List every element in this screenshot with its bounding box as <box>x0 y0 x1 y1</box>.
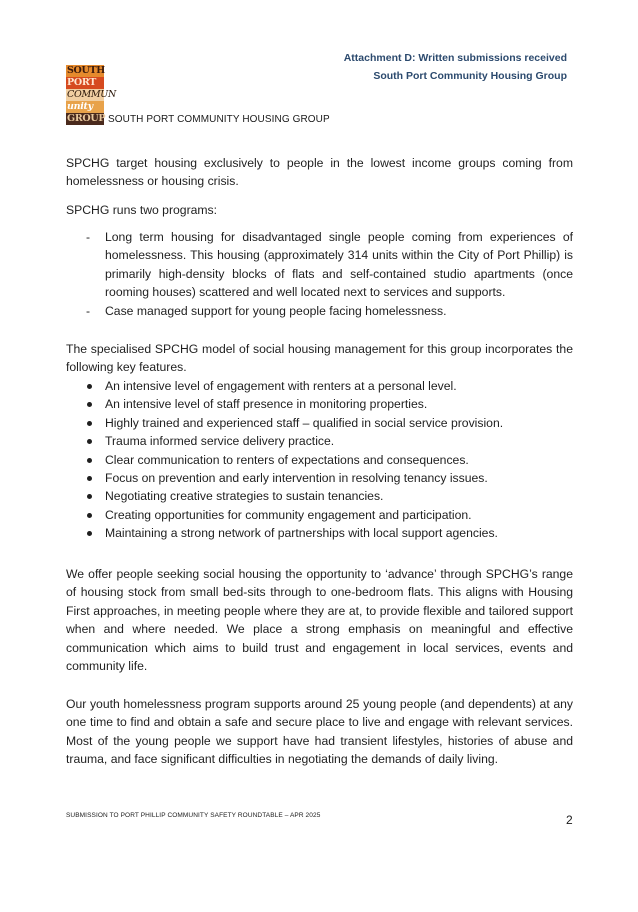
list-item <box>86 228 573 302</box>
paragraph-programs-intro: SPCHG runs two programs: <box>66 203 218 217</box>
organisation-logo <box>66 65 117 125</box>
list-item <box>86 451 573 469</box>
list-item-text: An intensive level of staff presence in monitoring properties. <box>105 397 428 412</box>
logo-band: PORT <box>66 77 104 89</box>
attachment-subheading: South Port Community Housing Group <box>373 70 567 82</box>
organisation-name: SOUTH PORT COMMUNITY HOUSING GROUP <box>108 114 330 125</box>
bullet-icon <box>87 476 92 481</box>
list-item-text: Case managed support for young people facing homelessness. <box>105 303 447 318</box>
list-item <box>86 377 573 395</box>
list-item-text: Focus on prevention and early intervention in resolving tenancy issues. <box>105 471 488 486</box>
list-item-text: Long term housing for disadvantaged single people coming from experiences of homelessness. This housing (approximately 314 units within the City of Port Phillip) is primarily high-density blocks of flats and self-contained studio apartments (once rooming houses) scattered and well located next to services and supports. <box>105 230 573 300</box>
list-item <box>86 524 573 542</box>
bullet-icon <box>87 494 92 499</box>
logo-band: COMMUN <box>67 89 117 100</box>
paragraph-model-intro: The specialised SPCHG model of social housing management for this group incorporates the following key features. <box>66 342 573 375</box>
bullet-icon <box>87 402 92 407</box>
list-item <box>86 414 573 432</box>
bullet-icon <box>87 458 92 463</box>
bullet-icon <box>87 439 92 444</box>
list-item <box>86 469 573 487</box>
logo-band: GROUP <box>67 113 106 124</box>
list-item-text: Maintaining a strong network of partnerships with local support agencies. <box>105 526 498 541</box>
list-item-text: Trauma informed service delivery practice. <box>105 434 335 449</box>
list-item-text: An intensive level of engagement with renters at a personal level. <box>105 379 457 393</box>
logo-band: SOUTH <box>67 65 105 76</box>
list-item <box>86 302 573 320</box>
programs-list <box>86 228 573 320</box>
page-number: 2 <box>566 813 573 827</box>
list-item-text: Highly trained and experienced staff – qualified in social service provision. <box>105 415 504 430</box>
footer-text: SUBMISSION TO PORT PHILLIP COMMUNITY SAFETY ROUNDTABLE – APR 2025 <box>66 812 321 819</box>
bullet-icon <box>87 384 92 389</box>
list-item <box>86 395 573 413</box>
list-item <box>86 432 573 450</box>
attachment-heading: Attachment D: Written submissions received <box>343 52 567 64</box>
list-item-text: Clear communication to renters of expectations and consequences. <box>105 452 469 467</box>
paragraph-target-housing: SPCHG target housing exclusively to people in the lowest income groups coming from homelessness or housing crisis. <box>66 156 573 189</box>
dash-marker: - <box>86 303 91 318</box>
logo-band: unity <box>66 101 104 113</box>
list-item <box>86 487 573 505</box>
list-item-text: Creating opportunities for community engagement and participation. <box>105 507 472 522</box>
list-item <box>86 506 573 524</box>
dash-marker: - <box>86 230 91 244</box>
paragraph-housing-pathway: We offer people seeking social housing the opportunity to ‘advance’ through SPCHG’s range of housing stock from small bed-sits through to one-bedroom flats. This aligns with Housing First approaches, in meeting people where they are at, to provide flexible and tailored support when and where needed. We place a strong emphasis on meaningful and effective communication which aims to build trust and engagement in local services, events and community life. <box>66 567 573 674</box>
paragraph-youth-program: Our youth homelessness program supports around 25 young people (and dependents) at any one time to find and obtain a safe and secure place to live and engage with relevant services. Most of the young people we support have had transient lifestyles, histories of abuse and trauma, and face significant difficulties in negotiating the demands of daily living. <box>66 697 573 767</box>
features-list <box>86 377 573 543</box>
bullet-icon <box>87 531 92 536</box>
bullet-icon <box>87 421 92 426</box>
list-item-text: Negotiating creative strategies to sustain tenancies. <box>105 489 384 504</box>
bullet-icon <box>87 513 92 518</box>
